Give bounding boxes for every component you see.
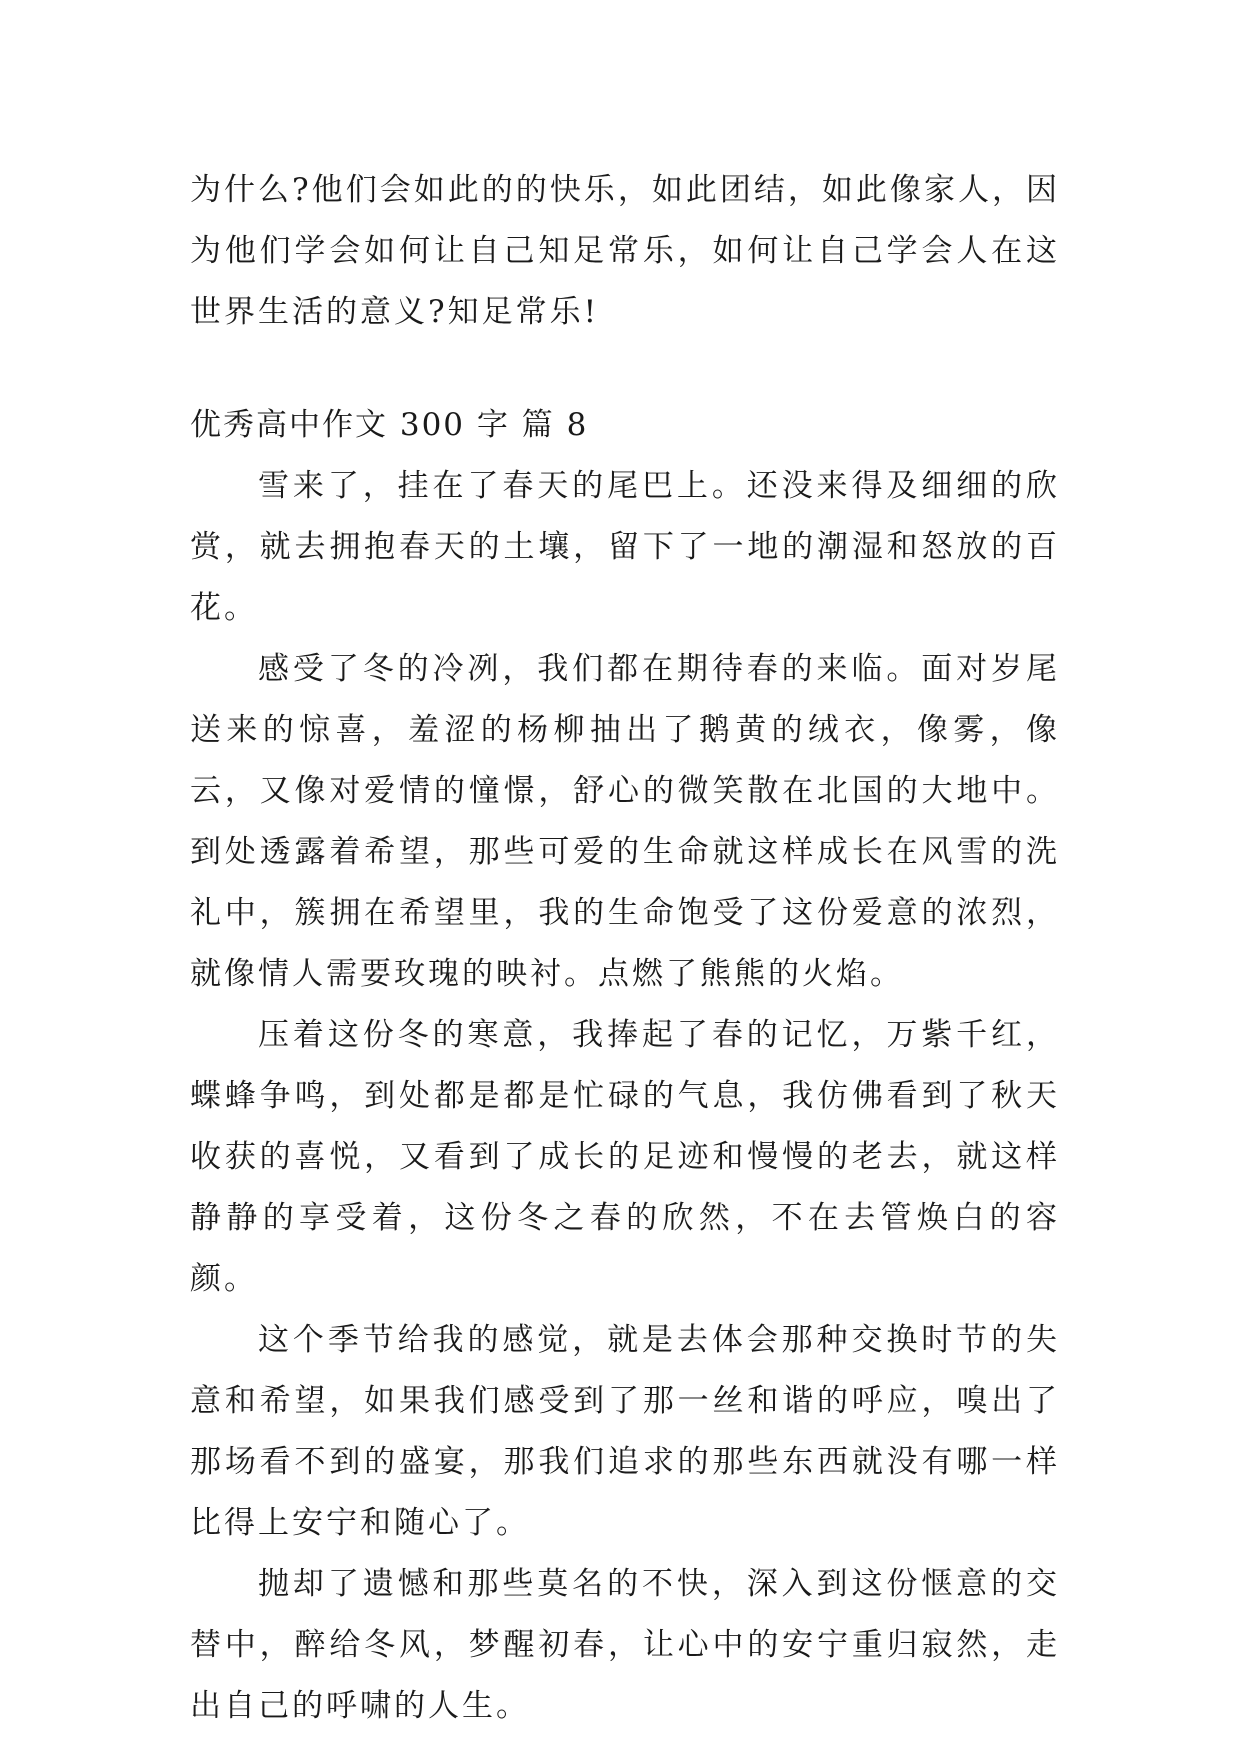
intro-paragraph: 为什么?他们会如此的的快乐，如此团结，如此像家人，因为他们学会如何让自己知足常乐，如何让自己学会人在这世界生活的意义?知足常乐! xyxy=(190,172,1060,330)
body-paragraph-3: 压着这份冬的寒意，我捧起了春的记忆，万紫千红，蝶蜂争鸣，到处都是都是忙碌的气息，我仿佛看到了秋天收获的喜悦，又看到了成长的足迹和慢慢的老去，就这样静静的享受着，这份冬之春的欣然，不在去管焕白的容颜。 xyxy=(190,1017,1060,1297)
body-paragraph-5: 抛却了遗憾和那些莫名的不快，深入到这份惬意的交替中，醉给冬风，梦醒初春，让心中的安宁重归寂然，走出自己的呼啸的人生。 xyxy=(190,1566,1060,1724)
document-page xyxy=(190,160,1060,1737)
body-paragraph-1: 雪来了，挂在了春天的尾巴上。还没来得及细细的欣赏，就去拥抱春天的土壤，留下了一地的潮湿和怒放的百花。 xyxy=(190,468,1060,626)
body-paragraph-2: 感受了冬的冷冽，我们都在期待春的来临。面对岁尾送来的惊喜，羞涩的杨柳抽出了鹅黄的绒衣，像雾，像云，又像对爱情的憧憬，舒心的微笑散在北国的大地中。到处透露着希望，那些可爱的生命就这样成长在风雪的洗礼中，簇拥在希望里，我的生命饱受了这份爱意的浓烈，就像情人需要玫瑰的映衬。点燃了熊熊的火焰。 xyxy=(190,651,1060,992)
body-paragraph-4: 这个季节给我的感觉，就是去体会那种交换时节的失意和希望，如果我们感受到了那一丝和谐的呼应，嗅出了那场看不到的盛宴，那我们追求的那些东西就没有哪一样比得上安宁和随心了。 xyxy=(190,1322,1060,1541)
section-heading: 优秀高中作文 300 字 篇 8 xyxy=(190,407,589,443)
